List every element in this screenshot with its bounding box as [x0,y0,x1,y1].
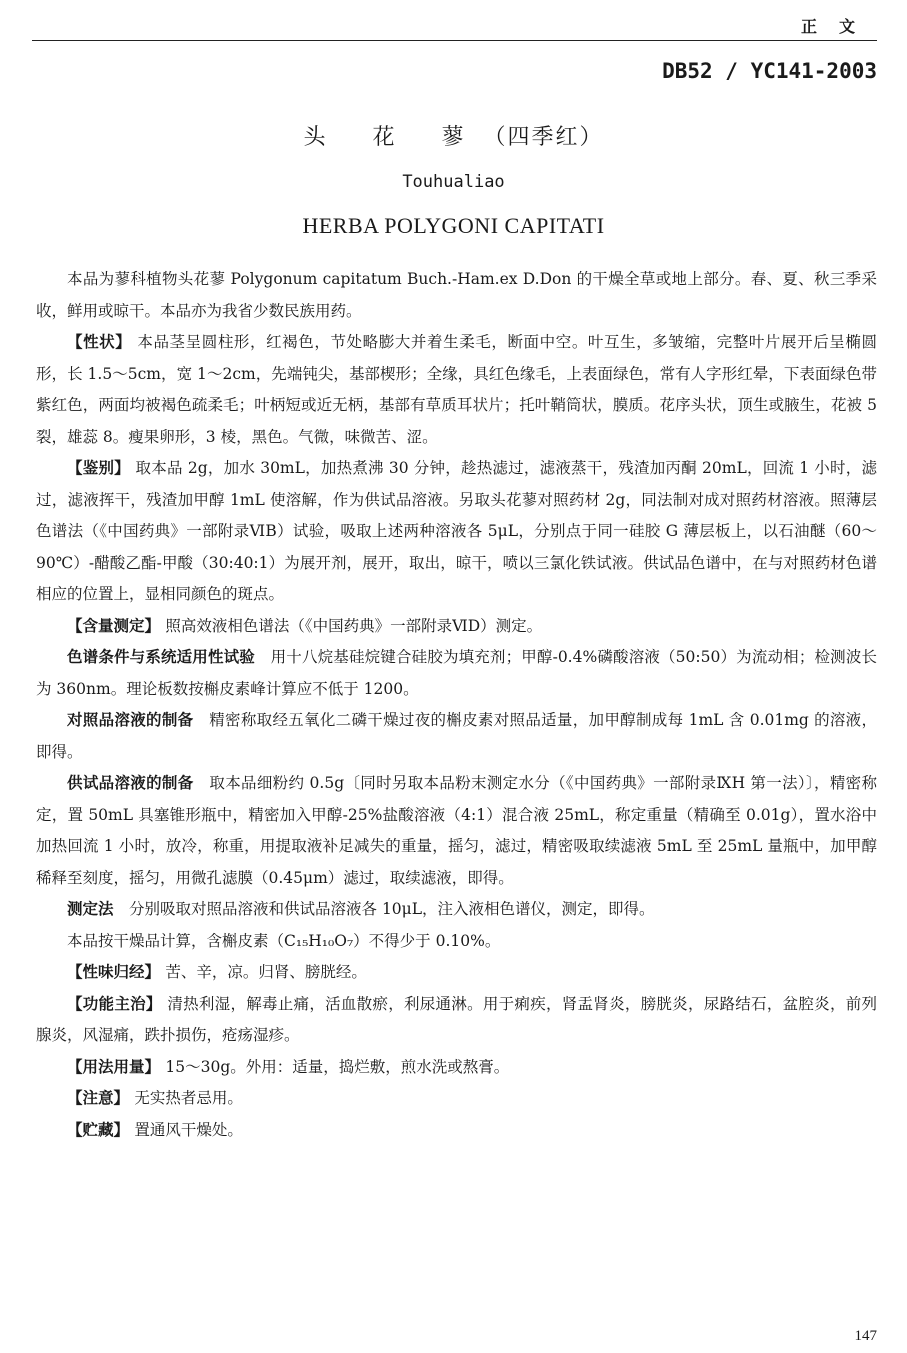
paragraph-label: 对照品溶液的制备 [67,711,210,729]
title-main: 头 花 蓼 [303,125,484,150]
paragraph-text: 无实热者忌用。 [134,1089,243,1107]
page-number: 147 [854,1328,877,1344]
paragraph-label: 【用法用量】 [67,1057,166,1076]
paragraph-label: 【注意】 [67,1089,135,1107]
paragraph-procedure [36,894,877,926]
paragraph-text: 分别吸取对照品溶液和供试品溶液各 10μL，注入液相色谱仪，测定，即得。 [129,900,655,918]
chinese-title [0,120,907,151]
paragraph-text: 清热利湿，解毒止痛，活血散瘀，利尿通淋。用于痢疾，肾盂肾炎，膀胱炎，尿路结石，盆腔炎，前列腺炎，风湿痛，跌扑损伤，疮疡湿疹。 [36,994,877,1044]
paragraph-limit [36,926,877,958]
paragraph-text: 置通风干燥处。 [134,1120,243,1139]
paragraph-text: 精密称取经五氧化二磷干燥过夜的槲皮素对照品适量，加甲醇制成每 1mL 含 0.01mg 的溶液，即得。 [36,711,877,761]
paragraph-assay [36,611,877,643]
paragraph-precautions [36,1083,877,1115]
paragraph-properties [36,957,877,989]
paragraph-label: 【含量测定】 [67,616,166,635]
paragraph-chromatography-conditions [36,642,877,705]
paragraph-functions [36,989,877,1052]
monograph-body [36,264,877,1146]
paragraph-identification [36,453,877,611]
paragraph-label: 【性味归经】 [67,963,166,981]
paragraph-intro [36,264,877,327]
paragraph-label: 【贮藏】 [67,1120,135,1139]
paragraph-dosage [36,1052,877,1084]
standard-code: DB52 / YC141-2003 [662,59,877,83]
paragraph-text: 取本品细粉约 0.5g〔同时另取本品粉末测定水分（《中国药典》一部附录ⅨH 第一法）〕，精密称定，置 50mL 具塞锥形瓶中，精密加入甲醇-25%盐酸溶液（4:1）混合液 25mL，称定重量（精确至 0.01g），置水浴中加热回流 1 小时，放冷，称重，用提取液补足减失的重量，摇匀，滤过，精密吸取续滤液 5mL 至 25mL 量瓶中，加甲醇稀释至刻度，摇匀，用微孔滤膜（0.45μm）滤过，取续滤液，即得。 [36,774,877,887]
latin-name: HERBA POLYGONI CAPITATI [302,213,605,238]
pinyin-name: Touhualiao [402,172,505,192]
paragraph-label: 色谱条件与系统适用性试验 [67,648,271,666]
paragraph-text: 本品茎呈圆柱形，红褐色，节处略膨大并着生柔毛，断面中空。叶互生，多皱缩，完整叶片展开后呈椭圆形，长 1.5～5cm，宽 1～2cm，先端钝尖，基部楔形；全缘，具红色缘毛，上表面绿色，常有人字形红晕，下表面绿色带紫红色，两面均被褐色疏柔毛；叶柄短或近无柄，基部有草质耳状片；托叶鞘筒状，膜质。花序头状，顶生或腋生，花被 5 裂，雄蕊 8。瘦果卵形，3 棱，黑色。气微，味微苦、涩。 [36,333,877,446]
paragraph-label: 【鉴别】 [67,459,136,477]
paragraph-text: 苦、辛，凉。归肾、膀胱经。 [165,963,367,981]
paragraph-text: 本品为蓼科植物头花蓼 Polygonum capitatum Buch.-Ham.ex D.Don 的干燥全草或地上部分。春、夏、秋三季采收，鲜用或晾干。本品亦为我省少数民族用药。 [36,270,877,320]
paragraph-label: 【功能主治】 [67,994,168,1013]
paragraph-text: 用十八烷基硅烷键合硅胶为填充剂；甲醇-0.4%磷酸溶液（50:50）为流动相；检测波长为 360nm。理论板数按槲皮素峰计算应不低于 1200。 [36,648,877,698]
title-alias: （四季红） [483,125,604,150]
section-header: 正文 [800,17,877,36]
paragraph-label: 【性状】 [67,333,138,351]
paragraph-description [36,327,877,453]
paragraph-label: 供试品溶液的制备 [67,774,210,792]
paragraph-text: 15～30g。外用：适量，捣烂敷，煎水洗或熬膏。 [165,1057,510,1076]
paragraph-label: 测定法 [67,900,130,918]
paragraph-text: 本品按干燥品计算，含槲皮素（C₁₅H₁₀O₇）不得少于 0.10%。 [67,931,501,950]
paragraph-reference-solution [36,705,877,768]
paragraph-test-solution [36,768,877,894]
paragraph-storage [36,1115,877,1147]
paragraph-text: 照高效液相色谱法（《中国药典》一部附录ⅥD）测定。 [165,616,543,635]
paragraph-text: 取本品 2g，加水 30mL，加热煮沸 30 分钟，趁热滤过，滤液蒸干，残渣加丙酮 20mL，回流 1 小时，滤过，滤液挥干，残渣加甲醇 1mL 使溶解，作为供试品溶液。另取头花蓼对照药材 2g，同法制对成对照药材溶液。照薄层色谱法（《中国药典》一部附录ⅥB）试验，吸取上述两种溶液各 5μL，分别点于同一硅胶 G 薄层板上，以石油醚（60～90℃）-醋酸乙酯-甲酸（30:40:1）为展开剂，展开，取出，晾干，喷以三氯化铁试液。供试品色谱中，在与对照药材色谱相应的位置上，显相同颜色的斑点。 [36,459,877,603]
header-rule [32,40,877,41]
